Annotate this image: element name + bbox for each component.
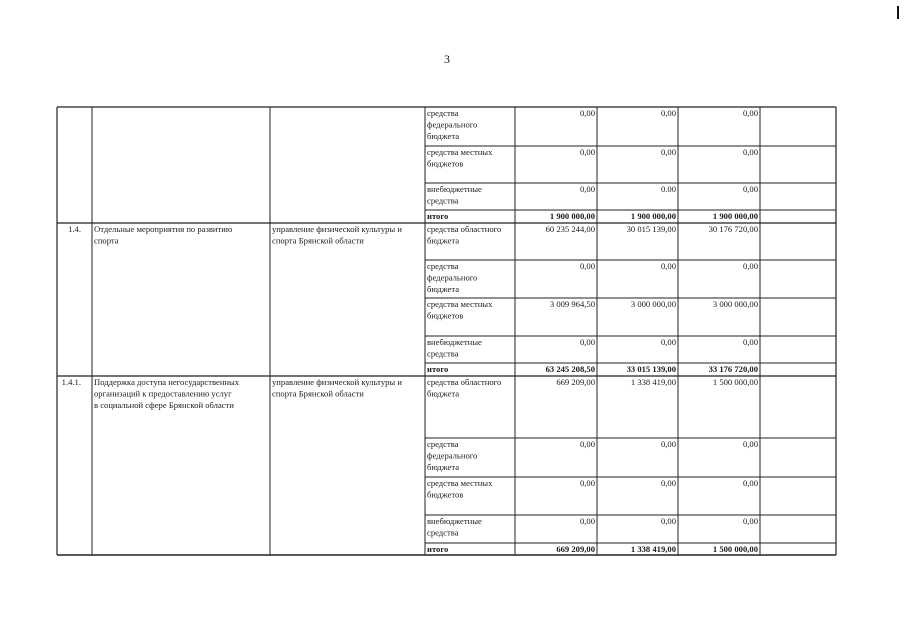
total-value: 669 209,00 [556, 544, 595, 554]
executor-name: спорта Брянской области [272, 388, 364, 399]
funding-source-label: внебюджетные [427, 184, 482, 194]
item-name: в социальной сфере Брянской области [94, 400, 234, 411]
total-value: 1 900 000,00 [630, 211, 676, 221]
funding-source-label: средства местных [427, 299, 493, 309]
item-number: 1.4.1. [61, 377, 81, 387]
funding-source-label: федерального [427, 450, 478, 461]
amount-value: 0,00 [660, 439, 676, 449]
total-value: 1 500 000,00 [712, 544, 758, 554]
item-name: организаций к предоставлению услуг [94, 388, 232, 399]
amount-value: 0,00 [579, 147, 595, 157]
amount-value: 0,00 [742, 439, 758, 449]
item-name: Отдельные мероприятия по развитию [94, 224, 233, 234]
funding-source-label: бюджета [427, 235, 460, 246]
total-label: итого [427, 544, 449, 554]
amount-value: 0,00 [742, 147, 758, 157]
amount-value: 0,00 [579, 184, 595, 194]
total-value: 33 015 139,00 [626, 364, 676, 374]
funding-source-label: федерального [427, 272, 478, 283]
total-value: 1 900 000,00 [549, 211, 595, 221]
amount-value: 0,00 [742, 478, 758, 488]
amount-value: 0,00 [742, 184, 758, 194]
funding-source-label: средства местных [427, 147, 493, 157]
amount-value: 0,00 [660, 337, 676, 347]
executor-name: управление физической культуры и [272, 224, 402, 234]
total-value: 33 176 720,00 [708, 364, 758, 374]
total-value: 63 245 208,50 [545, 364, 595, 374]
amount-value: 0,00 [579, 478, 595, 488]
amount-value: 1 500 000,00 [712, 377, 758, 387]
funding-source-label: бюджета [427, 131, 460, 142]
funding-source-label: внебюджетные [427, 516, 482, 526]
funding-source-label: средства [427, 195, 459, 206]
amount-value: 0,00 [742, 337, 758, 347]
funding-source-label: федерального [427, 119, 478, 130]
amount-value: 3 000 000,00 [630, 299, 676, 309]
funding-source-label: бюджетов [427, 158, 464, 169]
funding-source-label: бюджета [427, 388, 460, 399]
amount-value: 0,00 [579, 261, 595, 271]
funding-source-label: средства областного [427, 224, 502, 234]
amount-value: 0,00 [660, 516, 676, 526]
amount-value: 0,00 [742, 261, 758, 271]
amount-value: 1 338 419,00 [630, 377, 676, 387]
funding-source-label: средства [427, 527, 459, 538]
total-label: итого [427, 211, 449, 221]
funding-source-label: внебюджетные [427, 337, 482, 347]
amount-value: 3 009 964,50 [549, 299, 595, 309]
amount-value: 0,00 [579, 337, 595, 347]
amount-value: 0,00 [579, 439, 595, 449]
amount-value: 3 000 000,00 [712, 299, 758, 309]
amount-value: 0,00 [660, 108, 676, 118]
amount-value: 0,00 [579, 108, 595, 118]
total-label: итого [427, 364, 449, 374]
funding-source-label: бюджетов [427, 310, 464, 321]
executor-name: спорта Брянской области [272, 235, 364, 246]
item-number: 1.4. [68, 224, 81, 234]
funding-source-label: бюджета [427, 284, 460, 295]
amount-value: 0,00 [579, 516, 595, 526]
amount-value: 60 235 244,00 [545, 224, 595, 234]
amount-value: 669 209,00 [556, 377, 595, 387]
amount-value: 0.00 [660, 184, 676, 194]
funding-source-label: средства [427, 261, 459, 271]
total-value: 1 338 419,00 [630, 544, 676, 554]
funding-source-label: бюджета [427, 462, 460, 473]
item-name: Поддержка доступа негосударственных [94, 377, 240, 387]
funding-source-label: средства [427, 348, 459, 359]
amount-value: 0,00 [660, 478, 676, 488]
funding-source-label: бюджетов [427, 489, 464, 500]
amount-value: 0,00 [742, 516, 758, 526]
total-value: 1 900 000,00 [712, 211, 758, 221]
scan-edge-mark [897, 6, 899, 19]
funding-source-label: средства местных [427, 478, 493, 488]
amount-value: 0,00 [660, 147, 676, 157]
executor-name: управление физической культуры и [272, 377, 402, 387]
page-number: 3 [444, 52, 450, 66]
funding-source-label: средства областного [427, 377, 502, 387]
amount-value: 30 176 720,00 [708, 224, 758, 234]
funding-source-label: средства [427, 108, 459, 118]
funding-source-label: средства [427, 439, 459, 449]
amount-value: 0,00 [742, 108, 758, 118]
item-name: спорта [94, 235, 119, 246]
amount-value: 0,00 [660, 261, 676, 271]
amount-value: 30 015 139,00 [626, 224, 676, 234]
